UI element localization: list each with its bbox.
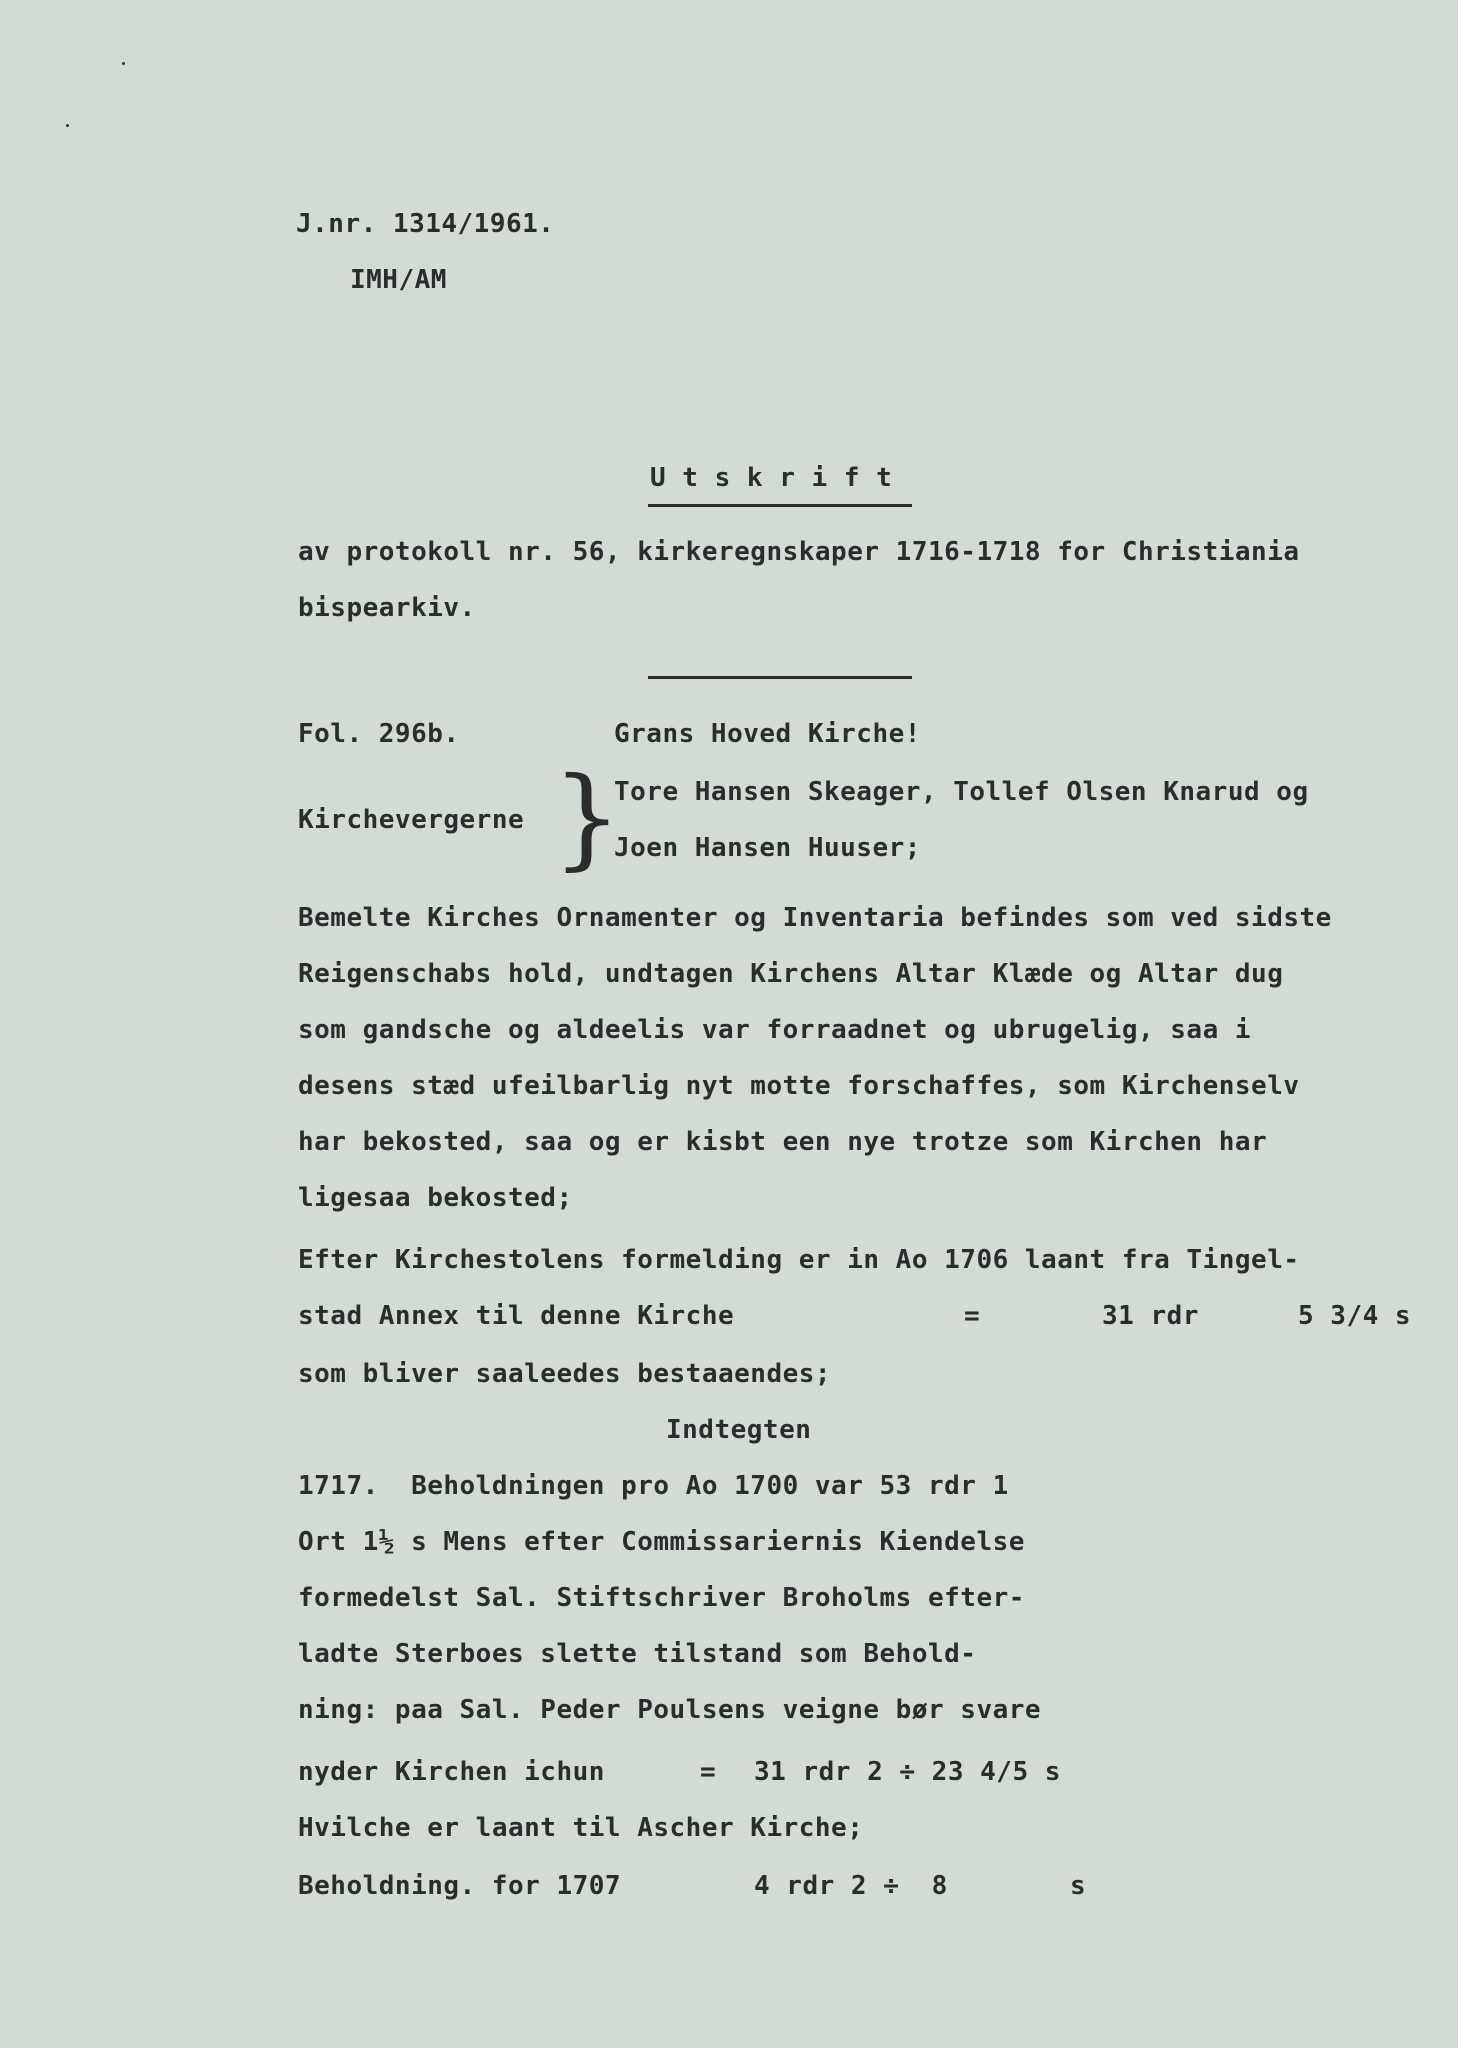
intro-line-1: av protokoll nr. 56, kirkeregnskaper 1716-1718 for Christiania — [298, 537, 1300, 567]
nyder-text: nyder Kirchen ichun — [298, 1757, 605, 1787]
body-line-7: Efter Kirchestolens formelding er in Ao 1706 laant fra Tingel- — [298, 1245, 1300, 1275]
income-heading: Indtegten — [666, 1415, 812, 1445]
loan-rdr: 31 rdr — [1102, 1301, 1199, 1331]
loan-text: stad Annex til denne Kirche — [298, 1301, 735, 1331]
kirkevergerne-label: Kirchevergerne — [298, 805, 525, 835]
income-line-1: 1717. Beholdningen pro Ao 1700 var 53 rdr 1 — [298, 1471, 1009, 1501]
loan-s: 5 3/4 s — [1298, 1301, 1412, 1331]
title-underline — [648, 504, 912, 507]
body-line-1: Bemelte Kirches Ornamenter og Inventaria befindes som ved sidste — [298, 903, 1332, 933]
income-line-4: ladte Sterboes slette tilstand som Behold- — [298, 1639, 977, 1669]
church-name: Grans Hoved Kirche! — [614, 719, 921, 749]
beholdning-text: Beholdning. for 1707 — [298, 1871, 622, 1901]
body-line-5: har bekosted, saa og er kisbt een nye trotze som Kirchen har — [298, 1127, 1268, 1157]
body-line-4: desens stæd ufeilbarlig nyt motte forschaffes, som Kirchenselv — [298, 1071, 1300, 1101]
curly-brace: } — [552, 753, 622, 881]
intro-line-2: bispearkiv. — [298, 593, 476, 623]
folio-label: Fol. 296b. — [298, 719, 460, 749]
initials: IMH/AM — [350, 265, 447, 295]
journal-number: J.nr. 1314/1961. — [296, 209, 555, 239]
income-line-2: Ort 1½ s Mens efter Commissariernis Kiendelse — [298, 1527, 1025, 1557]
kirkevergerne-line-2: Joen Hansen Huuser; — [614, 833, 921, 863]
after-loan-line: som bliver saaleedes bestaaendes; — [298, 1359, 832, 1389]
speck — [122, 62, 125, 65]
beholdning-s: s — [1070, 1871, 1087, 1901]
body-line-2: Reigenschabs hold, undtagen Kirchens Altar Klæde og Altar dug — [298, 959, 1284, 989]
body-line-3: som gandsche og aldeelis var forraadnet og ubrugelig, saa i — [298, 1015, 1252, 1045]
loan-equals: = — [964, 1301, 981, 1331]
beholdning-value: 4 rdr 2 ÷ 8 — [754, 1871, 948, 1901]
nyder-value: 31 rdr 2 ÷ 23 4/5 s — [754, 1757, 1061, 1787]
kirkevergerne-line-1: Tore Hansen Skeager, Tollef Olsen Knarud og — [614, 777, 1309, 807]
nyder-equals: = — [700, 1757, 717, 1787]
ascher-line: Hvilche er laant til Ascher Kirche; — [298, 1813, 864, 1843]
income-line-3: formedelst Sal. Stiftschriver Broholms efter- — [298, 1583, 1025, 1613]
speck — [66, 124, 69, 127]
body-line-6: ligesaa bekosted; — [298, 1183, 573, 1213]
income-line-5: ning: paa Sal. Peder Poulsens veigne bør svare — [298, 1695, 1042, 1725]
document-title: U t s k r i f t — [650, 463, 893, 493]
section-divider — [648, 676, 912, 679]
